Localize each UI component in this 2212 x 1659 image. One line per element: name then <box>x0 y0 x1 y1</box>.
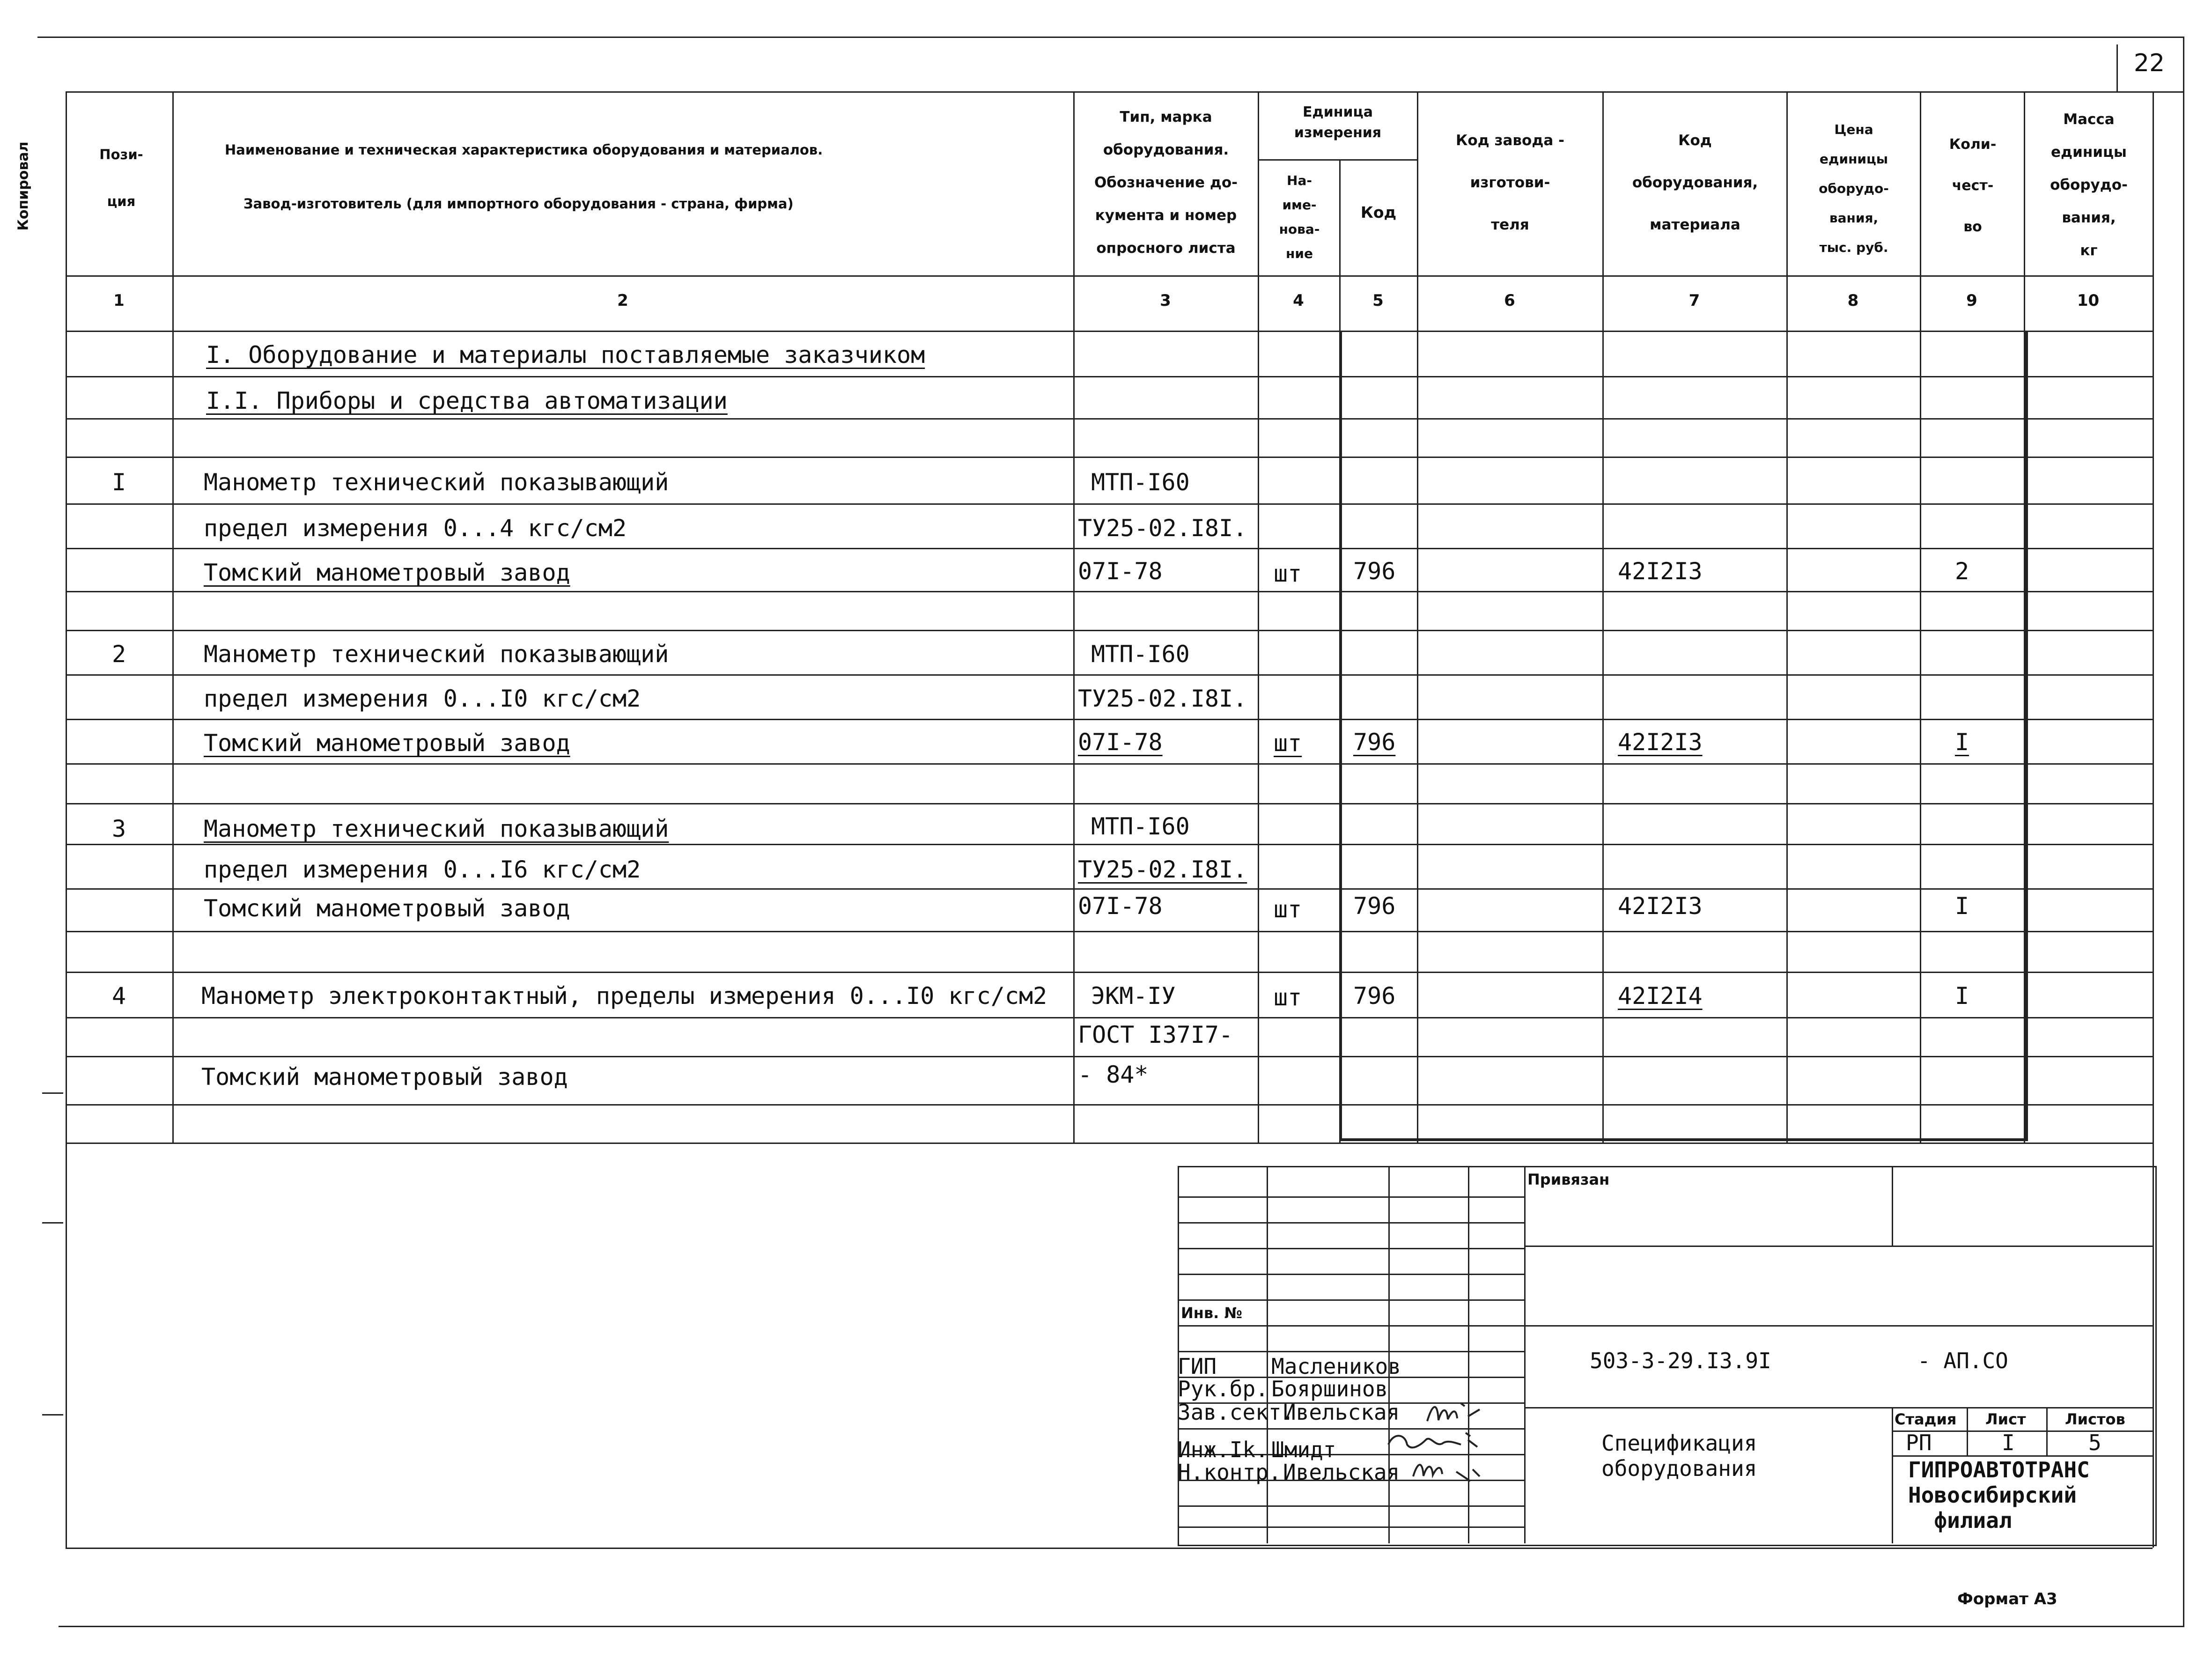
header-unit-code: Код <box>1360 203 1397 221</box>
item-range: предел измерения 0...I6 кгс/см2 <box>204 856 641 883</box>
item-doc: ТУ25-02.I8I. <box>1078 515 1247 542</box>
item-type: МТП-I60 <box>1091 469 1190 496</box>
item-position: 3 <box>111 815 126 842</box>
organization: ГИПРОАВТОТРАНС Новосибирский филиал <box>1908 1457 2090 1533</box>
signature-scribble <box>1409 1455 1494 1488</box>
item-equipment-code: 42I2I3 <box>1618 892 1703 920</box>
stage-value: РП <box>1906 1430 1932 1455</box>
signer-name: Шмидт <box>1271 1437 1336 1462</box>
signer-name: Ивельская <box>1283 1400 1400 1425</box>
item-name: Манометр технический показывающий <box>204 469 669 496</box>
item-doc-cont: 07I-78 <box>1078 892 1163 920</box>
item-equipment-code: 42I2I3 <box>1618 558 1703 585</box>
header-plant-code: Код завода - изготови- теля <box>1456 132 1564 233</box>
signer-role: ГИП <box>1178 1354 1217 1379</box>
sheet-label: Лист <box>1985 1410 2026 1428</box>
item-type: ЭКМ-IУ <box>1091 982 1176 1010</box>
format-label: Формат А3 <box>1957 1590 2057 1608</box>
item-range: предел измерения 0...I0 кгс/см2 <box>204 685 641 712</box>
item-quantity: I <box>1954 982 1969 1010</box>
col-number: 1 <box>113 291 125 310</box>
header-name-line1: Наименование и техническая характеристика оборудования и материалов. <box>225 142 823 158</box>
signer-name: Бояршинов <box>1271 1376 1388 1401</box>
item-unit-code: 796 <box>1353 558 1396 585</box>
item-unit: шт <box>1274 560 1302 587</box>
item-maker: Томский манометровый завод <box>201 1063 568 1091</box>
item-doc: ТУ25-02.I8I. <box>1078 856 1247 883</box>
item-doc: ГОСТ I37I7- <box>1078 1021 1233 1048</box>
item-unit-code: 796 <box>1353 892 1396 920</box>
item-quantity: 2 <box>1954 558 1969 585</box>
inventory-number-label: Инв. № <box>1181 1304 1242 1322</box>
header-unit: Единица измерения <box>1294 104 1382 141</box>
col-number: 3 <box>1160 291 1171 310</box>
header-position: Пози- ция <box>99 147 143 209</box>
col-number: 10 <box>2077 291 2100 310</box>
item-unit-code: 796 <box>1353 729 1396 756</box>
stage-label: Стадия <box>1895 1410 1957 1428</box>
item-name: Манометр технический показывающий <box>204 815 669 842</box>
col-number: 5 <box>1372 291 1384 310</box>
signer-name: Ивельская <box>1283 1460 1400 1485</box>
sheets-label: Листов <box>2065 1410 2125 1428</box>
header-unit-name: На- име- нова- ние <box>1279 173 1320 261</box>
col-number: 2 <box>617 291 628 310</box>
document-title: Спецификация оборудования <box>1601 1430 1757 1481</box>
item-type: МТП-I60 <box>1091 813 1190 840</box>
sheet-value: I <box>2002 1430 2015 1455</box>
item-name: Манометр технический показывающий <box>204 641 669 668</box>
side-label: Копировал <box>15 141 32 231</box>
item-name: Манометр электроконтактный, пределы измерения 0...I0 кгс/см2 <box>201 982 1047 1010</box>
item-position: 4 <box>111 982 126 1010</box>
header-name-line2: Завод-изготовитель (для импортного оборудования - страна, фирма) <box>243 196 794 212</box>
header-equipment-code: Код оборудования, материала <box>1632 132 1758 233</box>
item-unit: шт <box>1274 984 1302 1011</box>
item-range: предел измерения 0...4 кгс/см2 <box>204 515 627 542</box>
item-doc: ТУ25-02.I8I. <box>1078 685 1247 712</box>
item-unit-code: 796 <box>1353 982 1396 1010</box>
item-type: МТП-I60 <box>1091 641 1190 668</box>
col-number: 9 <box>1966 291 1977 310</box>
document-code: 503-3-29.I3.9I <box>1590 1348 1771 1373</box>
item-quantity: I <box>1954 729 1969 756</box>
item-doc-cont: 07I-78 <box>1078 729 1163 756</box>
signature-scribble <box>1384 1426 1491 1459</box>
signer-role: Инж.Ik. <box>1178 1437 1268 1462</box>
item-unit: шт <box>1274 730 1302 757</box>
section-title: I. Оборудование и материалы поставляемые заказчиком <box>206 341 925 369</box>
item-doc-cont: - 84* <box>1078 1061 1149 1088</box>
signer-role: Н.контр. <box>1178 1460 1282 1485</box>
item-quantity: I <box>1954 892 1969 920</box>
item-equipment-code: 42I2I4 <box>1618 982 1703 1010</box>
col-number: 4 <box>1293 291 1304 310</box>
document-suffix: - АП.СО <box>1917 1348 2008 1373</box>
page-number: 22 <box>2133 49 2165 77</box>
section-subtitle: I.I. Приборы и средства автоматизации <box>206 387 728 414</box>
signer-role: Зав.сект. <box>1178 1400 1295 1425</box>
header-quantity: Коли- чест- во <box>1949 136 1997 235</box>
col-number: 8 <box>1847 291 1859 310</box>
item-maker: Томский манометровый завод <box>204 730 570 757</box>
item-doc-cont: 07I-78 <box>1078 558 1163 585</box>
header-mass: Масса единицы оборудо- вания, кг <box>2050 111 2128 259</box>
item-maker: Томский манометровый завод <box>204 559 570 586</box>
col-number: 6 <box>1504 291 1515 310</box>
item-maker: Томский манометровый завод <box>204 895 570 922</box>
header-type: Тип, марка оборудования. Обозначение до- кумента и номер опросного листа <box>1094 109 1238 257</box>
attached-label: Привязан <box>1527 1171 1610 1188</box>
signer-role: Рук.бр. <box>1178 1376 1268 1401</box>
item-unit: шт <box>1274 896 1302 923</box>
sheets-value: 5 <box>2088 1430 2101 1455</box>
item-equipment-code: 42I2I3 <box>1618 729 1703 756</box>
item-position: 2 <box>111 641 126 668</box>
item-position: I <box>111 469 126 496</box>
signer-name: Маслеников <box>1271 1354 1401 1379</box>
header-price: Цена единицы оборудо- вания, тыс. руб. <box>1819 122 1889 255</box>
col-number: 7 <box>1688 291 1700 310</box>
